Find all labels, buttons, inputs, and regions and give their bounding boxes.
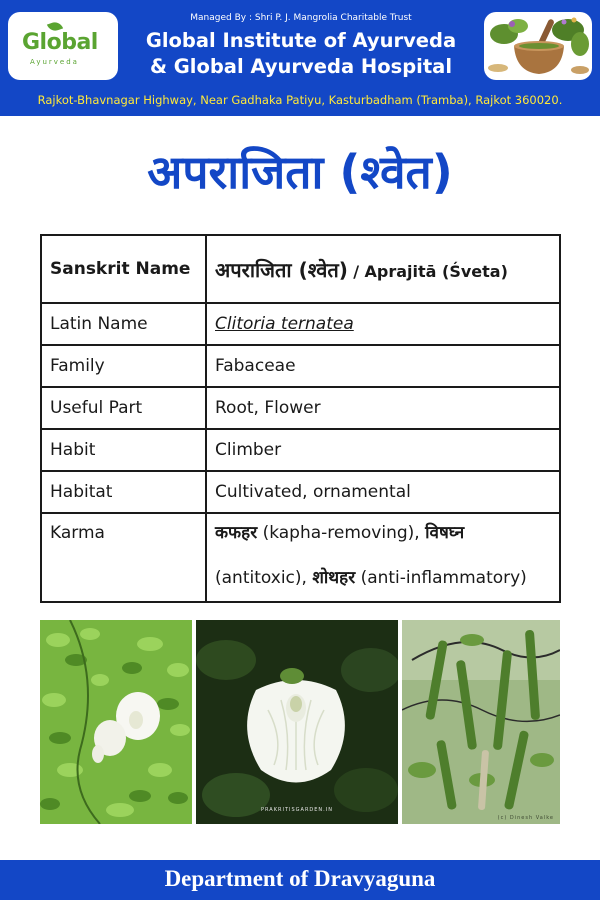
table-row xyxy=(41,387,560,429)
plant-title: अपराजिता (श्वेत) xyxy=(147,145,453,199)
sanskrit-name-transliteration: Aprajitā (Śveta) xyxy=(364,261,508,281)
sanskrit-name-label: Sanskrit Name xyxy=(41,235,206,303)
photo-seed-pods xyxy=(402,620,560,824)
table-row xyxy=(41,345,560,387)
latin-name-value xyxy=(206,303,560,345)
plant-info-table xyxy=(40,234,561,603)
karma-value xyxy=(206,513,560,602)
photo-watermark: PRAKRITISGARDEN.IN xyxy=(261,807,333,813)
table-row xyxy=(41,429,560,471)
white-flower-closeup-image xyxy=(196,620,398,824)
department-name: Department of Dravyaguna xyxy=(164,866,436,891)
herbs-mortar-image xyxy=(484,12,592,80)
flower-vine-image xyxy=(40,620,192,824)
managed-by-text: Managed By : Shri P. J. Mangrolia Charitable Trust xyxy=(190,13,412,23)
karma-label: Karma xyxy=(41,513,206,602)
mortar-pestle-icon xyxy=(484,12,592,80)
karma-gloss-vishaghna: (antitoxic), xyxy=(215,568,307,588)
habit-label: Habit xyxy=(41,429,206,471)
karma-gloss-shothahara: (anti-inflammatory) xyxy=(360,568,527,588)
table-row xyxy=(41,303,560,345)
karma-gloss-kaphahara: (kapha-removing), xyxy=(262,523,420,543)
karma-text xyxy=(215,511,551,601)
family-value: Fabaceae xyxy=(206,345,560,387)
institute-title-line1: Global Institute of Ayurveda xyxy=(145,29,457,52)
latin-name-label: Latin Name xyxy=(41,303,206,345)
seed-pods-image xyxy=(402,620,560,824)
photo-white-flower xyxy=(196,620,398,824)
table-row xyxy=(41,471,560,513)
table-header-row xyxy=(41,235,560,303)
habit-value: Climber xyxy=(206,429,560,471)
photo-credit: (c) Dinesh Valke xyxy=(497,815,554,821)
karma-term-vishaghna: विषघ्न xyxy=(425,523,465,543)
logo-text: Global xyxy=(22,30,98,55)
sanskrit-name-separator: / xyxy=(353,261,360,281)
institute-title-line2: & Global Ayurveda Hospital xyxy=(149,55,453,78)
habitat-value: Cultivated, ornamental xyxy=(206,471,560,513)
sanskrit-name-value xyxy=(206,235,560,303)
photo-plant-climber xyxy=(40,620,192,824)
institute-address: Rajkot-Bhavnagar Highway, Near Gadhaka Patiyu, Kasturbadham (Tramba), Rajkot 360020. xyxy=(37,93,563,107)
family-label: Family xyxy=(41,345,206,387)
useful-part-label: Useful Part xyxy=(41,387,206,429)
logo-subtext: Ayurveda xyxy=(30,58,79,66)
karma-term-kaphahara: कफहर xyxy=(215,523,258,543)
sanskrit-name-devanagari: अपराजिता (श्वेत) xyxy=(215,257,348,282)
header-banner xyxy=(0,0,600,116)
institute-logo xyxy=(8,12,118,80)
karma-term-shothahara: शोथहर xyxy=(312,568,356,588)
institute-title xyxy=(120,28,482,80)
habitat-label: Habitat xyxy=(41,471,206,513)
latin-name-text: Clitoria ternatea xyxy=(215,314,354,334)
footer-banner xyxy=(0,860,600,900)
table-row-karma xyxy=(41,513,560,602)
useful-part-value: Root, Flower xyxy=(206,387,560,429)
